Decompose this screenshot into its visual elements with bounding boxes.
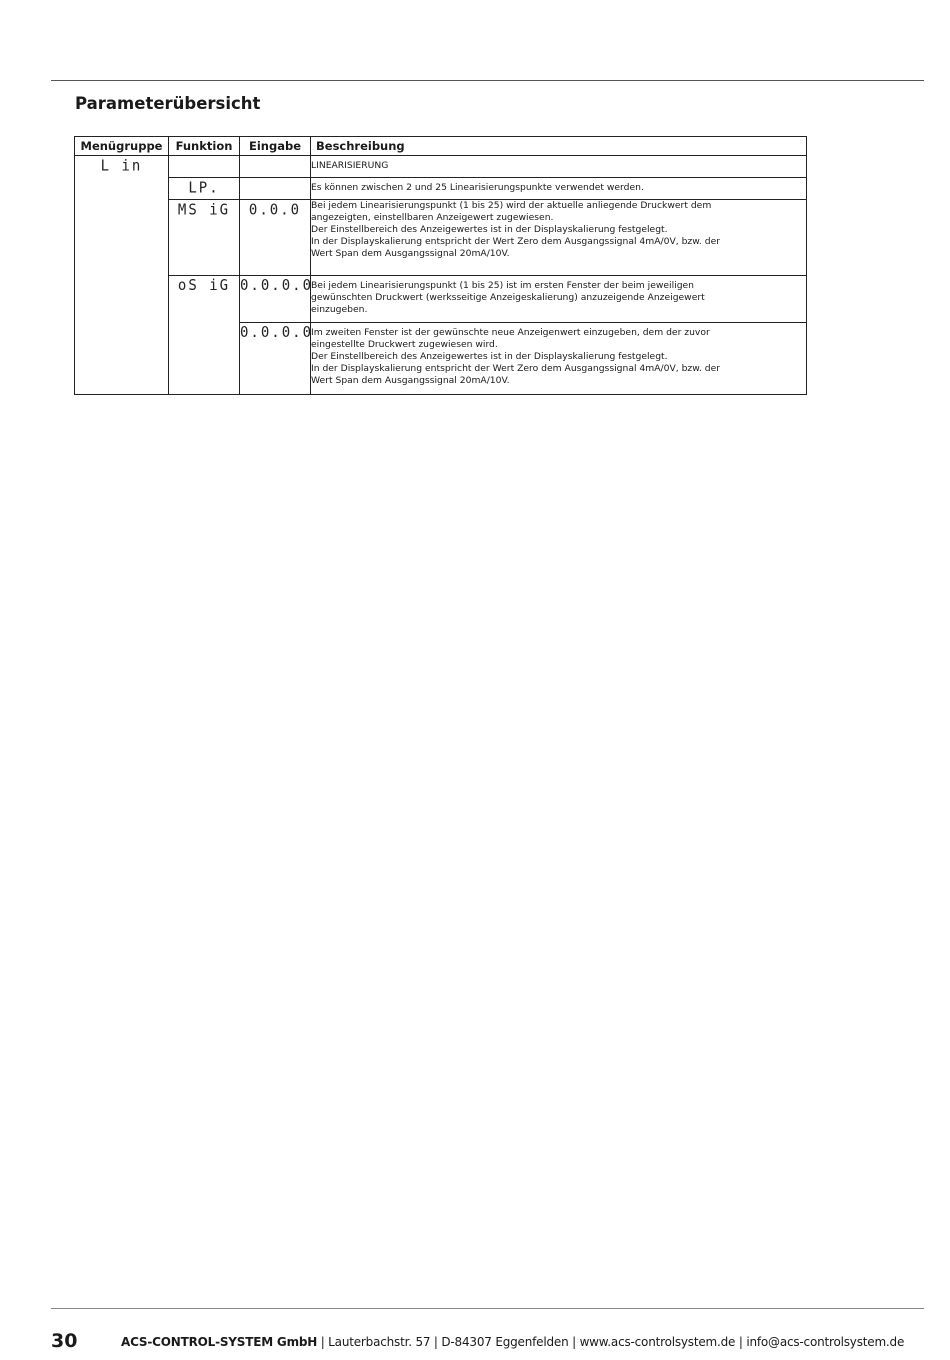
top-rule bbox=[51, 80, 924, 81]
header-function: Funktion bbox=[169, 137, 240, 156]
function-cell bbox=[169, 200, 240, 276]
input-cell bbox=[240, 200, 311, 276]
function-cell bbox=[169, 156, 240, 178]
description-line: gewünschten Druckwert (werksseitige Anzeigeskalierung) anzuzeigende Anzeigewert bbox=[311, 292, 705, 303]
input-cell bbox=[240, 178, 311, 200]
input-cell bbox=[240, 156, 311, 178]
header-description: Beschreibung bbox=[311, 137, 807, 156]
page-footer bbox=[51, 1330, 931, 1354]
description-cell bbox=[311, 323, 807, 395]
description-cell bbox=[311, 200, 807, 276]
header-menu-group: Menügruppe bbox=[75, 137, 169, 156]
menu-group-cell bbox=[75, 156, 169, 395]
parameter-table bbox=[74, 136, 807, 395]
description-line: Bei jedem Linearisierungspunkt (1 bis 25) wird der aktuelle anliegende Druckwert dem bbox=[311, 200, 712, 211]
function-cell bbox=[169, 276, 240, 395]
description-text: LINEARISIERUNG bbox=[311, 160, 389, 171]
function-display-msig: MS iG bbox=[177, 201, 231, 219]
table-row bbox=[75, 178, 807, 200]
table-row bbox=[75, 200, 807, 276]
page-number: 30 bbox=[51, 1330, 78, 1352]
description-line: In der Displayskalierung entspricht der Wert Zero dem Ausgangssignal 4mA/0V, bzw. der bbox=[311, 236, 720, 247]
function-cell bbox=[169, 178, 240, 200]
bottom-rule bbox=[51, 1308, 924, 1309]
description-line: einzugeben. bbox=[311, 304, 368, 315]
description-cell bbox=[311, 276, 807, 323]
input-cell bbox=[240, 276, 314, 323]
description-line: Wert Span dem Ausgangssignal 20mA/10V. bbox=[311, 375, 510, 386]
description-line: Bei jedem Linearisierungspunkt (1 bis 25) ist im ersten Fenster der beim jeweiligen bbox=[311, 280, 695, 291]
footer-company: ACS-CONTROL-SYSTEM GmbH bbox=[121, 1335, 318, 1349]
table-row bbox=[75, 156, 807, 178]
menu-group-display: L in bbox=[100, 157, 143, 175]
page-title: Parameterübersicht bbox=[75, 94, 261, 113]
function-display-osig: oS iG bbox=[177, 277, 231, 295]
description-line: Der Einstellbereich des Anzeigewertes ist in der Displayskalierung festgelegt. bbox=[311, 351, 668, 362]
description-cell bbox=[311, 156, 807, 178]
description-line: Wert Span dem Ausgangssignal 20mA/10V. bbox=[311, 248, 510, 259]
description-line: angezeigten, einstellbaren Anzeigewert zugewiesen. bbox=[311, 212, 554, 223]
input-display: 0.0.0.0 bbox=[240, 324, 314, 342]
header-input: Eingabe bbox=[240, 137, 311, 156]
table-row bbox=[75, 276, 807, 323]
description-cell bbox=[311, 178, 807, 200]
input-display: 0.0.0 bbox=[248, 201, 302, 219]
description-line: Der Einstellbereich des Anzeigewertes ist in der Displayskalierung festgelegt. bbox=[311, 224, 668, 235]
function-display-lp: LP. bbox=[188, 179, 220, 197]
description-line: Im zweiten Fenster ist der gewünschte neue Anzeigenwert einzugeben, dem der zuvor bbox=[311, 327, 710, 338]
description-line: In der Displayskalierung entspricht der Wert Zero dem Ausgangssignal 4mA/0V, bzw. der bbox=[311, 363, 720, 374]
table-header-row bbox=[75, 137, 807, 156]
input-cell bbox=[240, 323, 314, 395]
input-display: 0.0.0.0 bbox=[240, 277, 314, 295]
footer-contact: | Lauterbachstr. 57 | D-84307 Eggenfelden | www.acs-controlsystem.de | info@acs-controlsystem.de bbox=[317, 1335, 905, 1349]
description-text: Es können zwischen 2 und 25 Linearisierungspunkte verwendet werden. bbox=[311, 182, 644, 193]
footer-address bbox=[121, 1335, 904, 1349]
description-line: eingestellte Druckwert zugewiesen wird. bbox=[311, 339, 498, 350]
